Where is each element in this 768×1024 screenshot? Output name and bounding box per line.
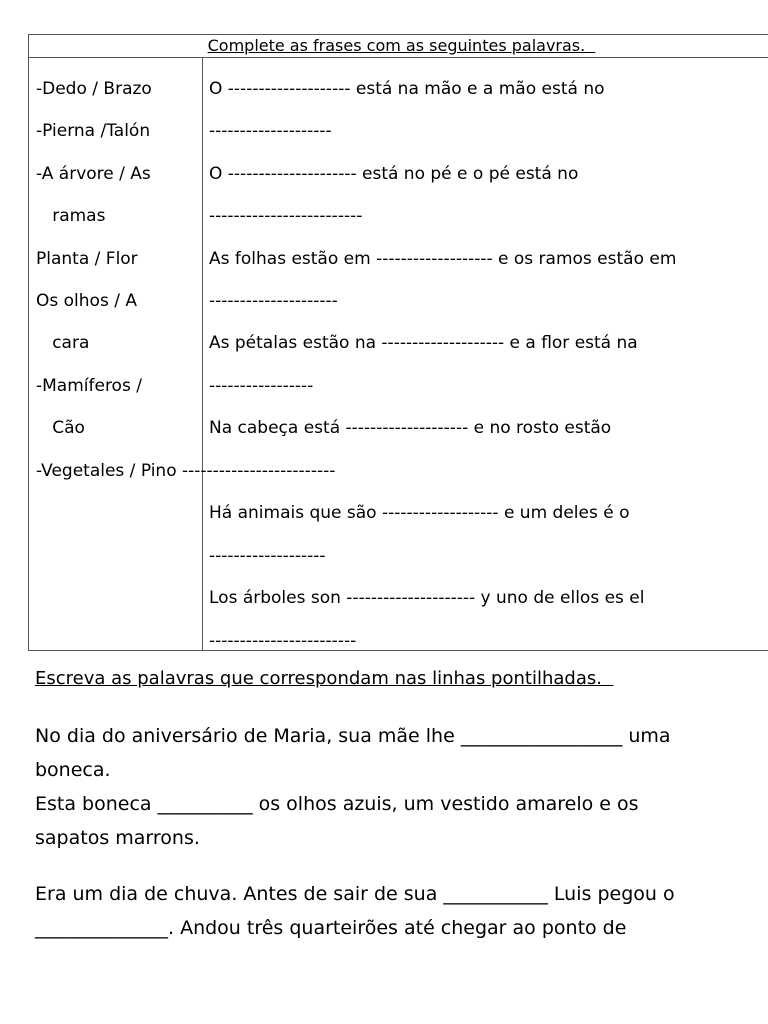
- exercise-line-3: Esta boneca __________ os olhos azuis, um vestido amarelo e os: [35, 793, 639, 815]
- word-pair-pierna-talon: -Pierna /Talón: [36, 121, 151, 141]
- exercise-line-1: No dia do aniversário de Maria, sua mãe lhe _________________ uma: [35, 725, 671, 747]
- exercise-line-5: Era um dia de chuva. Antes de sair de sua ___________ Luis pegou o: [35, 883, 675, 905]
- word-pair-arvore-ramas-cont: ramas: [36, 206, 106, 226]
- word-pair-olhos-cara-cont: cara: [36, 333, 90, 353]
- sentence-2-blank: -------------------------: [209, 206, 363, 226]
- exercise-line-6: ______________. Andou três quarteirões até chegar ao ponto de: [35, 917, 627, 939]
- word-pair-dedo-brazo: -Dedo / Brazo: [36, 79, 152, 99]
- sentence-6-blank: -------------------: [209, 546, 326, 566]
- sentence-5: Na cabeça está -------------------- e no rosto estão: [209, 418, 612, 438]
- word-table: [28, 34, 768, 651]
- column-divider: [202, 57, 203, 650]
- word-pair-olhos-cara: Os olhos / A: [36, 291, 137, 311]
- sentence-3-blank: ---------------------: [209, 291, 338, 311]
- sentence-3: As folhas estão em ------------------- e os ramos estão em: [209, 249, 677, 269]
- sentence-7-blank: ------------------------: [209, 631, 357, 651]
- word-pair-vegetales-pino: -Vegetales / Pino -------------------------: [36, 461, 336, 481]
- sentence-7: Los árboles son --------------------- y uno de ellos es el: [209, 588, 645, 608]
- word-pair-mamiferos-cao-cont: Cão: [36, 418, 85, 438]
- word-pair-mamiferos-cao: -Mamíferos /: [36, 376, 142, 396]
- exercise-line-4: sapatos marrons.: [35, 827, 200, 849]
- sentence-1: O -------------------- está na mão e a mão está no: [209, 79, 605, 99]
- sentence-6: Há animais que são ------------------- e um deles é o: [209, 503, 630, 523]
- sentence-2: O --------------------- está no pé e o pé está no: [209, 164, 579, 184]
- exercise-line-2: boneca.: [35, 759, 111, 781]
- sentence-1-blank: --------------------: [209, 121, 332, 141]
- sentence-4: As pétalas estão na -------------------- e a flor está na: [209, 333, 638, 353]
- exercise-title: Escreva as palavras que correspondam nas linhas pontilhadas.: [35, 668, 614, 689]
- table-header: [29, 35, 768, 58]
- word-pair-arvore-ramas: -A árvore / As: [36, 164, 151, 184]
- table-header-text: Complete as frases com as seguintes palavras.: [207, 36, 596, 55]
- word-pair-planta-flor: Planta / Flor: [36, 249, 138, 269]
- sentence-4-blank: -----------------: [209, 376, 314, 396]
